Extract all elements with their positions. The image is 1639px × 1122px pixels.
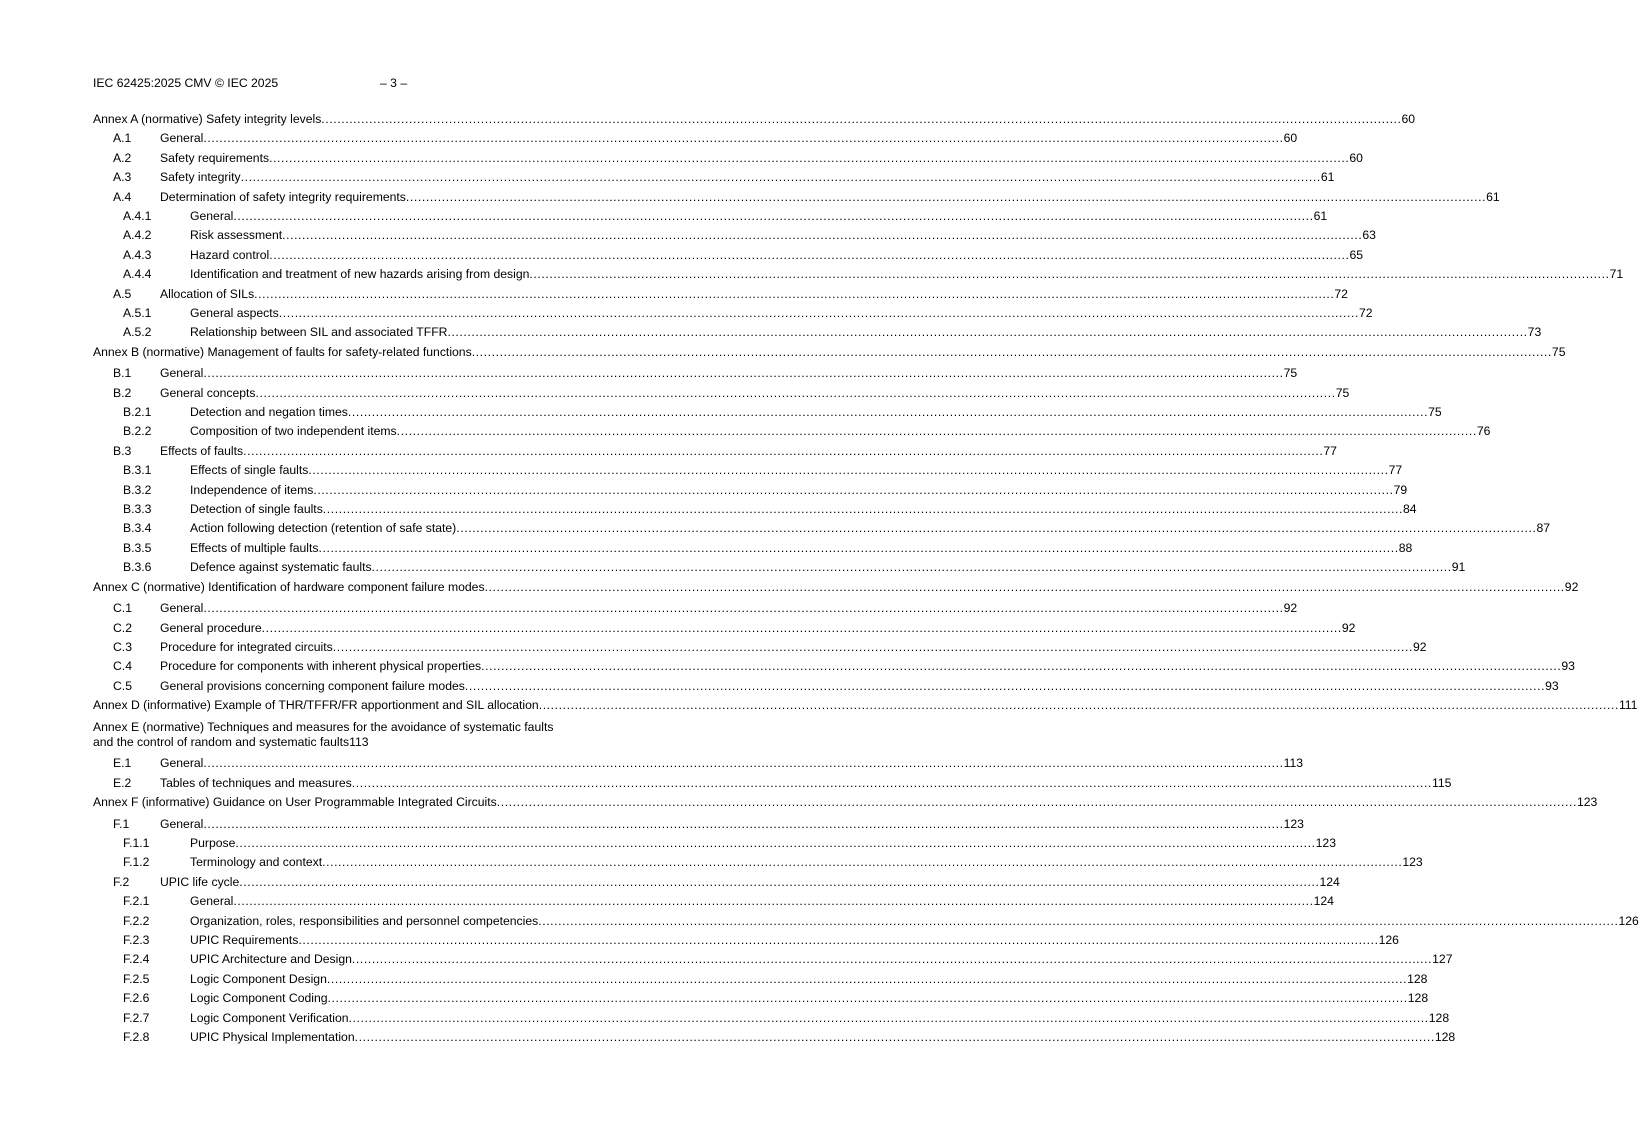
dot-leader — [235, 836, 1315, 851]
dot-leader — [308, 463, 1388, 478]
toc-entry-number: B.2.1 — [123, 405, 152, 420]
toc-entry-b33[interactable] — [93, 502, 1417, 517]
toc-page-number: 128 — [1407, 971, 1428, 986]
toc-entry-title: UPIC Requirements — [190, 933, 299, 948]
toc-entry-title: Independence of items — [190, 482, 314, 497]
toc-entry-number: A.5 — [113, 286, 132, 301]
dot-leader — [333, 640, 1413, 655]
dot-leader — [321, 112, 1401, 127]
dot-leader — [465, 679, 1545, 694]
toc-entry-number: F.2.4 — [123, 952, 150, 967]
toc-entry-b34[interactable] — [93, 521, 1551, 536]
toc-entry-number: F.2.5 — [123, 971, 150, 986]
toc-entry-a2[interactable] — [93, 150, 1363, 166]
toc-entry-c2[interactable] — [93, 620, 1356, 636]
toc-entry-title: Safety integrity — [160, 170, 241, 185]
toc-entry-d[interactable] — [93, 698, 1638, 713]
dot-leader — [327, 972, 1407, 987]
toc-entry-a42[interactable] — [93, 228, 1376, 243]
toc-entry-title: Logic Component Design — [190, 971, 327, 986]
toc-page-number: 72 — [1334, 286, 1348, 301]
toc-page-number: 75 — [1335, 385, 1350, 400]
toc-entry-title: UPIC life cycle — [160, 874, 240, 889]
dot-leader — [355, 1030, 1435, 1045]
dot-leader — [529, 267, 1609, 282]
toc-page-number: 128 — [1407, 991, 1429, 1006]
toc-entry-b[interactable] — [93, 344, 1566, 360]
toc-entry-title: Logic Component Verification — [190, 1010, 349, 1025]
toc-entry-number: B.3.6 — [123, 560, 152, 575]
toc-page-number: 77 — [1388, 463, 1403, 478]
toc-entry-title: General procedure — [160, 620, 262, 635]
toc-page-number: 71 — [1609, 267, 1624, 282]
toc-page-number: 60 — [1349, 150, 1363, 165]
table-of-contents — [93, 112, 1639, 1045]
toc-page-number: 113 — [1283, 756, 1304, 771]
toc-page-number: 93 — [1561, 659, 1575, 674]
toc-entry-title: Purpose — [190, 836, 236, 851]
toc-entry-title: General concepts — [160, 385, 256, 400]
toc-entry-title: Allocation of SILs — [160, 286, 255, 301]
toc-page-number: 77 — [1323, 443, 1337, 458]
toc-page-number: 123 — [1283, 816, 1304, 831]
toc-page-number: 87 — [1536, 521, 1551, 536]
header-document-id: IEC 62425:2025 CMV © IEC 2025 — [93, 76, 279, 90]
toc-entry-title: Annex D (informative) Example of THR/TFFR/FR apportionment and SIL allocation — [93, 698, 539, 713]
toc-entry-a4[interactable] — [93, 189, 1500, 205]
toc-entry-title: General — [190, 894, 234, 909]
toc-entry-a5[interactable] — [93, 286, 1348, 302]
toc-entry-number: B.2 — [113, 385, 132, 400]
dot-leader — [322, 855, 1402, 870]
toc-entry-number: C.3 — [113, 639, 132, 654]
toc-entry-a43[interactable] — [93, 247, 1364, 263]
toc-entry-title: Identification and treatment of new hazards arising from design — [190, 267, 530, 282]
toc-page-number: 124 — [1319, 874, 1340, 889]
toc-entry-number: A.4.3 — [123, 247, 152, 262]
toc-entry-number: A.5.1 — [123, 305, 152, 320]
dot-leader — [269, 151, 1349, 166]
toc-entry-title: Detection of single faults — [190, 502, 323, 517]
toc-entry-title: Procedure for components with inherent physical properties — [160, 659, 482, 674]
dot-leader — [313, 483, 1393, 498]
dot-leader — [203, 756, 1283, 771]
toc-page-number: 73 — [1527, 325, 1542, 340]
toc-page-number: 72 — [1358, 305, 1373, 320]
toc-page-number: 93 — [1545, 678, 1559, 693]
toc-entry-a1[interactable] — [93, 131, 1298, 146]
toc-entry-e1[interactable] — [93, 756, 1304, 771]
toc-entry-f27[interactable] — [93, 1010, 1450, 1026]
toc-entry-number: B.3.2 — [123, 482, 152, 497]
dot-leader — [406, 190, 1486, 205]
toc-entry-number: F.2.6 — [123, 991, 150, 1006]
toc-entry-number: A.5.2 — [123, 325, 152, 340]
toc-entry-f[interactable] — [93, 795, 1598, 810]
dot-leader — [485, 580, 1565, 595]
toc-entry-title: General — [160, 131, 204, 146]
toc-entry-b2[interactable] — [93, 385, 1350, 401]
toc-entry-title: Risk assessment — [190, 228, 283, 243]
toc-entry-title: UPIC Architecture and Design — [190, 952, 352, 967]
toc-entry-title: Safety requirements — [160, 150, 270, 165]
toc-entry-title: Terminology and context — [190, 855, 323, 870]
toc-entry-title: Action following detection (retention of safe state) — [190, 521, 457, 536]
toc-entry-f21[interactable] — [93, 894, 1334, 909]
toc-entry-number: F.2.2 — [123, 913, 150, 928]
toc-page-number: 75 — [1283, 366, 1298, 381]
toc-page-number: 92 — [1283, 601, 1298, 616]
toc-entry-number: F.2 — [113, 874, 130, 889]
toc-entry-number: F.2.3 — [123, 933, 150, 948]
toc-entry-f23[interactable] — [93, 933, 1399, 948]
toc-entry-b36[interactable] — [93, 560, 1466, 575]
toc-page-number: 111 — [1618, 698, 1638, 713]
toc-entry-b31[interactable] — [93, 463, 1403, 478]
toc-entry-number: F.1.2 — [123, 855, 150, 870]
toc-entry-b22[interactable] — [93, 424, 1491, 439]
page-header — [93, 76, 408, 90]
toc-entry-f11[interactable] — [93, 836, 1336, 851]
toc-entry-title: Annex A (normative) Safety integrity levels — [93, 112, 322, 126]
toc-entry-number: A.2 — [113, 150, 132, 165]
toc-page-number: 123 — [1402, 855, 1423, 870]
toc-entry-title: Procedure for integrated circuits — [160, 639, 333, 654]
toc-entry-number: F.2.8 — [123, 1029, 150, 1044]
toc-entry-a52[interactable] — [93, 325, 1542, 340]
toc-entry-title: Defence against systematic faults — [190, 560, 372, 575]
toc-entry-number: E.2 — [113, 775, 132, 790]
dot-leader — [481, 659, 1561, 674]
toc-entry-title: Effects of single faults — [190, 463, 309, 478]
dot-leader — [456, 521, 1536, 536]
toc-page-number: 75 — [1428, 405, 1442, 420]
toc-entry-number: F.1 — [113, 816, 130, 831]
toc-entry-number: A.3 — [113, 170, 132, 185]
toc-page-number: 91 — [1451, 560, 1466, 575]
toc-entry-number: A.4.1 — [123, 208, 152, 223]
toc-entry-title: UPIC Physical Implementation — [190, 1029, 355, 1044]
toc-entry-c4[interactable] — [93, 659, 1575, 674]
toc-page-number: 76 — [1476, 424, 1491, 439]
toc-page-number: 128 — [1434, 1029, 1456, 1044]
toc-entry-f24[interactable] — [93, 952, 1453, 967]
toc-entry-b1[interactable] — [93, 366, 1298, 381]
toc-page-number: 127 — [1432, 952, 1453, 967]
toc-entry-c[interactable] — [93, 579, 1579, 595]
dot-leader — [279, 306, 1359, 321]
toc-entry-title: Hazard control — [190, 247, 270, 262]
dot-leader — [254, 287, 1334, 302]
toc-entry-number: A.4.4 — [123, 267, 152, 282]
toc-entry-number: C.1 — [113, 601, 132, 616]
toc-page-number: 123 — [1315, 836, 1336, 851]
toc-entry-title: Logic Component Coding — [190, 991, 328, 1006]
dot-leader — [352, 952, 1432, 967]
toc-page-number: 126 — [1618, 913, 1639, 928]
dot-leader — [298, 933, 1378, 948]
toc-entry-f25[interactable] — [93, 971, 1428, 987]
toc-entry-number: F.1.1 — [123, 836, 150, 851]
dot-leader — [262, 621, 1342, 636]
dot-leader — [397, 424, 1477, 439]
dot-leader — [282, 228, 1362, 243]
toc-page-number: 88 — [1398, 540, 1413, 555]
toc-entry-a51[interactable] — [93, 305, 1373, 321]
toc-entry-f28[interactable] — [93, 1029, 1456, 1045]
toc-page-number: 63 — [1362, 228, 1376, 243]
dot-leader — [497, 795, 1577, 810]
toc-entry-b3[interactable] — [93, 443, 1337, 459]
toc-entry-f1[interactable] — [93, 816, 1304, 832]
dot-leader — [203, 601, 1283, 616]
dot-leader — [203, 131, 1283, 146]
toc-page-number: 113 — [349, 734, 369, 749]
toc-entry-c1[interactable] — [93, 601, 1298, 616]
dot-leader — [203, 366, 1283, 381]
dot-leader — [328, 991, 1408, 1006]
toc-entry-number: B.3.5 — [123, 540, 152, 555]
toc-entry-number: A.4.2 — [123, 228, 152, 243]
toc-entry-e2[interactable] — [93, 775, 1452, 791]
dot-leader — [233, 894, 1313, 909]
dot-leader — [318, 541, 1398, 556]
dot-leader — [233, 209, 1313, 224]
toc-entry-number: F.2.7 — [123, 1010, 150, 1025]
toc-entry-a3[interactable] — [93, 170, 1335, 185]
toc-entry-number: B.3 — [113, 443, 132, 458]
toc-entry-title: General — [160, 366, 204, 381]
toc-page-number: 92 — [1412, 639, 1427, 654]
toc-entry-number: F.2.1 — [123, 894, 150, 909]
toc-page-number: 128 — [1428, 1010, 1450, 1025]
toc-entry-title: General — [190, 208, 234, 223]
toc-entry-number: B.2.2 — [123, 424, 152, 439]
toc-entry-c3[interactable] — [93, 639, 1427, 655]
toc-entry-a44[interactable] — [93, 267, 1624, 282]
toc-entry-title: Annex C (normative) Identification of hardware component failure modes — [93, 579, 485, 594]
dot-leader — [372, 560, 1452, 575]
toc-page-number: 123 — [1576, 795, 1598, 810]
dot-leader — [349, 1011, 1429, 1026]
toc-entry-number: C.5 — [113, 678, 132, 693]
toc-page-number: 61 — [1320, 170, 1335, 185]
toc-entry-title: General aspects — [190, 305, 279, 320]
toc-page-number: 75 — [1551, 344, 1566, 359]
toc-entry-number: E.1 — [113, 756, 132, 771]
toc-entry-number: C.2 — [113, 620, 132, 635]
toc-page-number: 84 — [1403, 502, 1417, 517]
toc-page-number: 92 — [1341, 620, 1356, 635]
toc-page-number: 92 — [1564, 579, 1579, 594]
toc-entry-title: General — [160, 756, 204, 771]
toc-entry-a41[interactable] — [93, 208, 1328, 224]
toc-entry-number: B.3.3 — [123, 502, 152, 517]
toc-entry-e[interactable] — [93, 720, 698, 750]
dot-leader — [243, 444, 1323, 459]
toc-entry-title: Effects of multiple faults — [190, 540, 319, 555]
dot-leader — [239, 875, 1319, 890]
dot-leader — [538, 914, 1618, 929]
toc-entry-b21[interactable] — [93, 405, 1442, 420]
dot-leader — [269, 248, 1349, 263]
toc-entry-title-continued: and the control of random and systematic faults — [93, 734, 350, 749]
toc-entry-number: B.3.1 — [123, 463, 152, 478]
toc-entry-title: Detection and negation times — [190, 405, 348, 420]
toc-entry-c5[interactable] — [93, 678, 1559, 694]
toc-entry-number: A.4 — [113, 189, 132, 204]
toc-entry-title: General provisions concerning component failure modes — [160, 678, 465, 693]
dot-leader — [539, 698, 1619, 713]
toc-entry-title: Effects of faults — [160, 443, 244, 458]
toc-page-number: 65 — [1349, 247, 1364, 262]
toc-entry-title: Relationship between SIL and associated TFFR — [190, 325, 448, 340]
toc-entry-title: Organization, roles, responsibilities and personnel competencies — [190, 913, 539, 928]
toc-entry-f2[interactable] — [93, 874, 1340, 890]
toc-entry-a[interactable] — [93, 112, 1416, 127]
toc-page-number: 60 — [1283, 131, 1298, 146]
dot-leader — [203, 817, 1283, 832]
toc-entry-title: General — [160, 601, 204, 616]
dot-leader — [447, 325, 1527, 340]
toc-entry-title: Annex B (normative) Management of faults for safety-related functions — [93, 344, 472, 359]
toc-page-number: 61 — [1486, 189, 1500, 204]
toc-entry-number: B.1 — [113, 366, 132, 381]
toc-entry-title: General — [160, 816, 204, 831]
toc-entry-f22[interactable] — [93, 913, 1639, 929]
header-page-number: – 3 – — [380, 76, 408, 90]
dot-leader — [256, 386, 1336, 401]
toc-entry-f26[interactable] — [93, 991, 1429, 1006]
dot-leader — [241, 170, 1321, 185]
toc-page-number: 60 — [1401, 112, 1416, 126]
toc-entry-title: Annex F (informative) Guidance on User Programmable Integrated Circuits — [93, 795, 497, 810]
toc-entry-title: Annex E (normative) Techniques and measures for the avoidance of systematic faults — [93, 719, 554, 734]
toc-entry-number: C.4 — [113, 659, 132, 674]
toc-entry-number: A.1 — [113, 131, 132, 146]
dot-leader — [352, 776, 1432, 791]
dot-leader — [472, 345, 1552, 360]
dot-leader — [323, 502, 1403, 517]
toc-page-number: 61 — [1313, 208, 1328, 223]
toc-entry-b35[interactable] — [93, 540, 1413, 556]
toc-page-number: 126 — [1378, 933, 1399, 948]
toc-page-number: 124 — [1313, 894, 1334, 909]
toc-entry-b32[interactable] — [93, 482, 1408, 498]
toc-entry-number: B.3.4 — [123, 521, 152, 536]
dot-leader — [348, 405, 1428, 420]
toc-entry-title: Composition of two independent items — [190, 424, 397, 439]
toc-entry-title: Tables of techniques and measures — [160, 775, 352, 790]
toc-page-number: 79 — [1393, 482, 1408, 497]
toc-entry-title: Determination of safety integrity requirements — [160, 189, 406, 204]
toc-page-number: 115 — [1431, 775, 1452, 790]
toc-entry-f12[interactable] — [93, 855, 1423, 870]
